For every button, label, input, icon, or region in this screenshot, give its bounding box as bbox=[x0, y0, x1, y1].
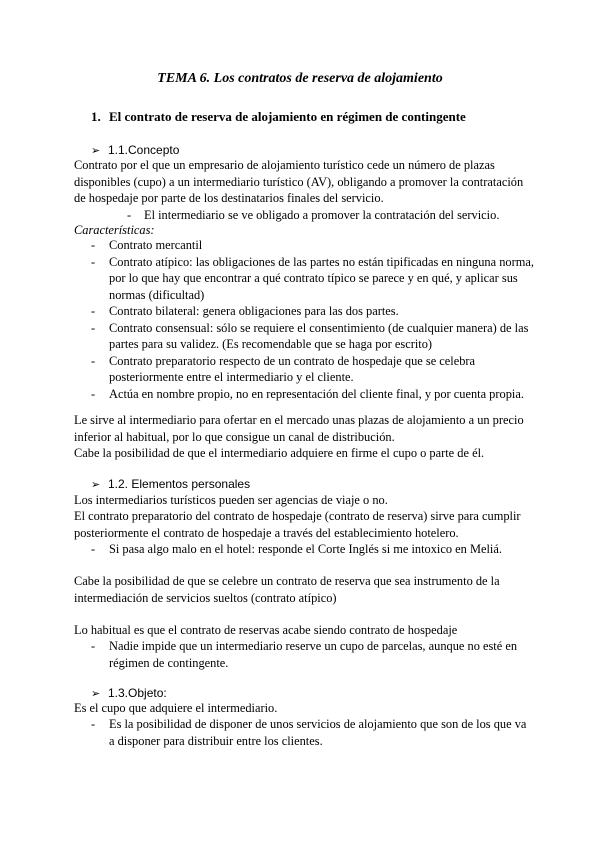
document-title: TEMA 6. Los contratos de reserva de alojamiento bbox=[157, 71, 443, 86]
subsection-heading-elementos bbox=[91, 476, 250, 494]
elementos-paragraph-1: Cabe la posibilidad de que se celebre un contrato de reserva que sea instrumento de la intermediación de servicios sueltos (contrato atípico) bbox=[74, 574, 500, 605]
list-item: - Contrato bilateral: genera obligaciones para las dos partes. bbox=[91, 304, 399, 318]
section-number: 1. bbox=[91, 109, 101, 124]
arrow-bullet-icon: ➢ bbox=[91, 145, 101, 157]
list-item: - Actúa en nombre propio, no en representación del cliente final, y por cuenta propia. bbox=[91, 386, 524, 401]
elementos-list bbox=[74, 541, 534, 558]
section-heading bbox=[91, 109, 466, 126]
list-item: - Nadie impide que un intermediario reserve un cupo de parcelas, aunque no esté en régimen de contingente. bbox=[91, 639, 518, 670]
concepto-paragraph-3: Cabe la posibilidad de que el intermediario adquiere en firme el cupo o parte de él. bbox=[74, 446, 485, 460]
caracteristicas-label: Características: bbox=[74, 223, 155, 237]
list-item: - Si pasa algo malo en el hotel: responde el Corte Inglés si me intoxico en Meliá. bbox=[91, 542, 502, 556]
list-item: - Contrato consensual: sólo se requiere el consentimiento (de cualquier manera) de las partes para su validez. (Es recomendable que se haga por escrito) bbox=[91, 320, 529, 351]
elementos-line-2: El contrato preparatorio del contrato de hospedaje (contrato de reserva) sirve para cumplir posteriormente el contrato de hospedaje a través del establecimiento hotelero. bbox=[74, 509, 521, 540]
concepto-paragraph: Contrato por el que un empresario de alojamiento turístico cede un número de plazas disponibles (cupo) a un intermediario turístico (AV), obligando a promover la contratación de hospedaje por parte de los destinatarios finales del servicio. bbox=[74, 158, 524, 205]
objeto-line-1: Es el cupo que adquiere el intermediario. bbox=[74, 701, 278, 715]
section-heading-text: El contrato de reserva de alojamiento en régimen de contingente bbox=[109, 109, 466, 124]
subsection-title: 1.3.Objeto: bbox=[108, 686, 167, 700]
elementos-list-2 bbox=[74, 638, 534, 671]
dash-bullet: - bbox=[127, 208, 132, 222]
list-item: - Contrato preparatorio respecto de un contrato de hospedaje que se celebra posteriormente entre el intermediario y el cliente. bbox=[91, 353, 476, 384]
subsection-title: 1.2. Elementos personales bbox=[108, 477, 251, 491]
objeto-list bbox=[74, 716, 534, 749]
sub-bullet-text: El intermediario se ve obligado a promover la contratación del servicio. bbox=[144, 208, 500, 222]
list-item: - Contrato mercantil bbox=[91, 238, 203, 252]
arrow-bullet-icon: ➢ bbox=[91, 688, 101, 700]
caracteristicas-list bbox=[74, 237, 534, 402]
arrow-bullet-icon: ➢ bbox=[91, 479, 101, 491]
subsection-title: 1.1.Concepto bbox=[108, 143, 180, 157]
list-item: - Es la posibilidad de disponer de unos servicios de alojamiento que son de los que va a disponer para distribuir entre los clientes. bbox=[91, 717, 527, 748]
concepto-paragraph-2: Le sirve al intermediario para ofertar en el mercado unas plazas de alojamiento a un precio inferior al habitual, por lo que consigue un canal de distribución. bbox=[74, 413, 524, 444]
list-item: - Contrato atípico: las obligaciones de las partes no están tipificadas en ninguna norma, por lo que hay que encontrar a qué contrato típico se parece y en qué, y aplicar sus normas (dificultad) bbox=[91, 254, 534, 302]
elementos-line-1: Los intermediarios turísticos pueden ser agencias de viaje o no. bbox=[74, 493, 388, 507]
elementos-paragraph-2: Lo habitual es que el contrato de reservas acabe siendo contrato de hospedaje bbox=[74, 623, 458, 637]
